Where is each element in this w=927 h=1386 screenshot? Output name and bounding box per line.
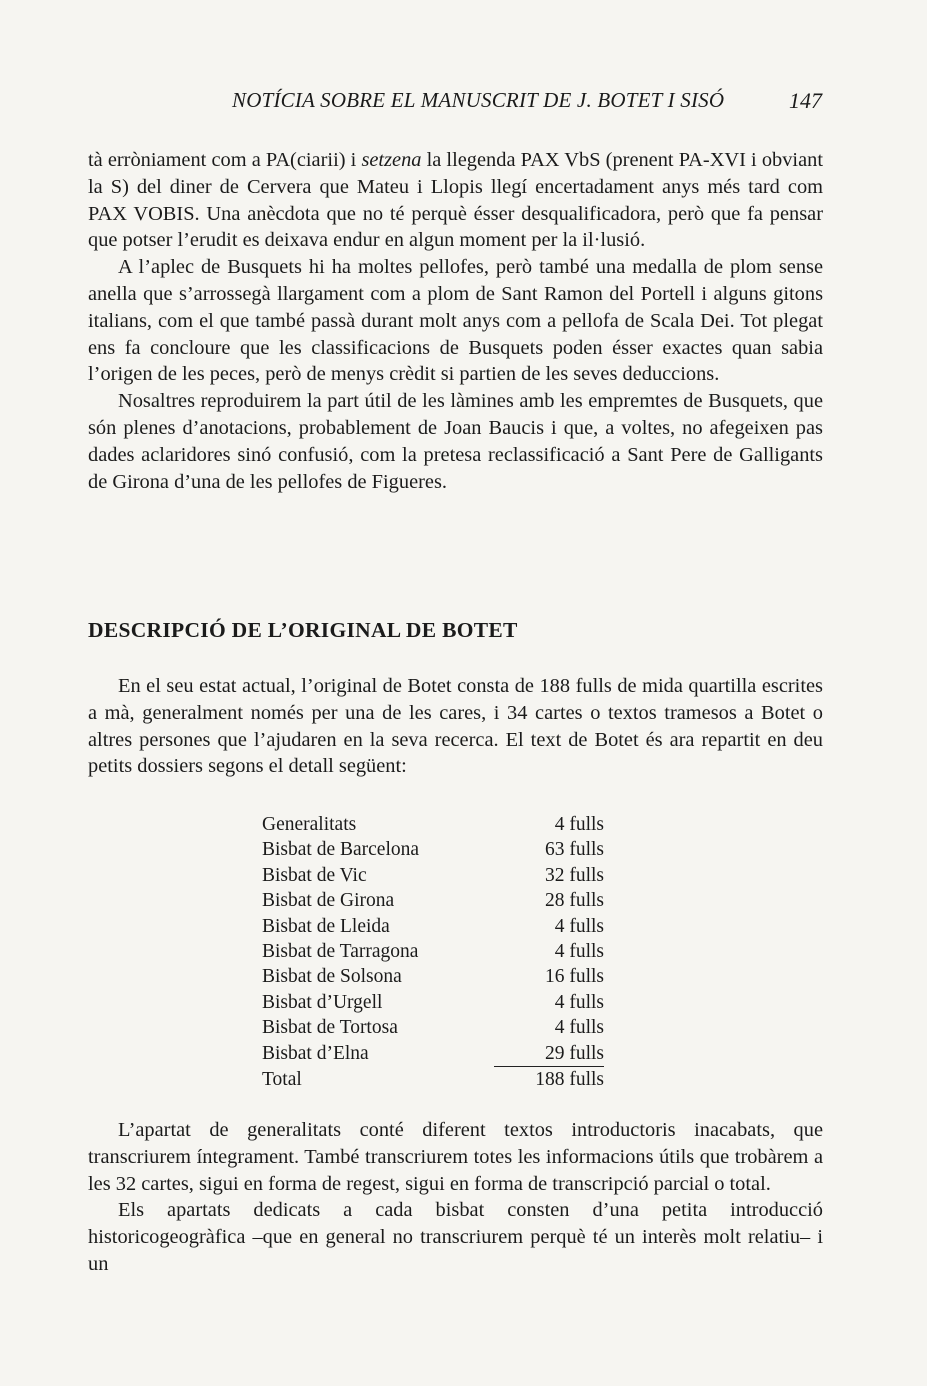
paragraph: L’apartat de generalitats conté diferent textos introductoris inacabats, que transcriurem íntegrament. També transcriurem totes les informacions útils que trobàrem a les 32 cartes, sigui en forma de regest, sigui en forma de transcripció parcial o total. xyxy=(88,1119,823,1195)
table-total-row: Total 188 fulls xyxy=(262,1068,604,1091)
body-text-top xyxy=(88,147,823,495)
table-row: Bisbat de Barcelona 63 fulls xyxy=(262,839,604,861)
section-heading: DESCRIPCIÓ DE L’ORIGINAL DE BOTET xyxy=(88,618,518,642)
table-row: Generalitats 4 fulls xyxy=(262,814,604,835)
body-text-middle xyxy=(88,673,823,780)
paragraph: En el seu estat actual, l’original de Botet consta de 188 fulls de mida quartilla escrites a mà, generalment només per una de les cares, i 34 cartes o textos tramesos a Botet o altres persones que l’ajudaren en la seva recerca. El text de Botet és ara repartit en deu petits dossiers segons el detall següent: xyxy=(88,675,823,778)
page-number: 147 xyxy=(789,88,822,113)
table-row: Bisbat de Tortosa 4 fulls xyxy=(262,1017,604,1039)
table-row: Bisbat d’Elna 29 fulls xyxy=(262,1041,604,1067)
running-title: NOTÍCIA SOBRE EL MANUSCRIT DE J. BOTET I SISÓ xyxy=(232,88,725,112)
paragraph: tà erròniament com a PA(ciarii) i setzena la llegenda PAX VbS (prenent PA-XVI i obviant la S) del diner de Cervera que Mateu i Llopis llegí encertadament anys més tard com PAX VOBIS. Una anècdota que no té perquè ésser desqualificadora, però que fa pensar que potser l’erudit es deixava endur en algun moment per la il·lusió. xyxy=(88,149,824,252)
table-row: Bisbat de Girona 28 fulls xyxy=(262,890,604,912)
table-row: Bisbat de Solsona 16 fulls xyxy=(262,966,604,988)
table-row: Bisbat de Lleida 4 fulls xyxy=(262,915,604,937)
table-row: Bisbat d’Urgell 4 fulls xyxy=(262,991,604,1013)
table-row: Bisbat de Tarragona 4 fulls xyxy=(262,941,604,963)
paragraph: Nosaltres reproduirem la part útil de les làmines amb les empremtes de Busquets, que són plenes d’anotacions, probablement de Joan Baucis i que, a voltes, no afegeixen pas dades aclaridores sinó confusió, com la pretesa reclassificació a Sant Pere de Galligants de Girona d’una de les pellofes de Figueres. xyxy=(88,390,823,493)
folio-count-table xyxy=(262,812,604,1092)
body-text-bottom xyxy=(88,1117,823,1278)
table-row: Bisbat de Vic 32 fulls xyxy=(262,864,604,886)
paragraph: A l’aplec de Busquets hi ha moltes pellofes, però també una medalla de plom sense anella que s’arrossegà llargament com a plom de Sant Ramon del Portell i alguns gitons italians, com el que també passà durant molt anys com a pellofa de Scala Dei. Tot plegat ens fa concloure que les classificacions de Busquets poden ésser exactes quan sabia l’origen de les peces, però de menys crèdit si partien de les seves deduccions. xyxy=(88,256,823,386)
running-header xyxy=(232,88,822,118)
paragraph: Els apartats dedicats a cada bisbat consten d’una petita introducció historicogeogràfica –que en general no transcriurem perquè té un interès molt relatiu– i un xyxy=(88,1199,823,1275)
emphasis: setzena xyxy=(361,149,422,171)
